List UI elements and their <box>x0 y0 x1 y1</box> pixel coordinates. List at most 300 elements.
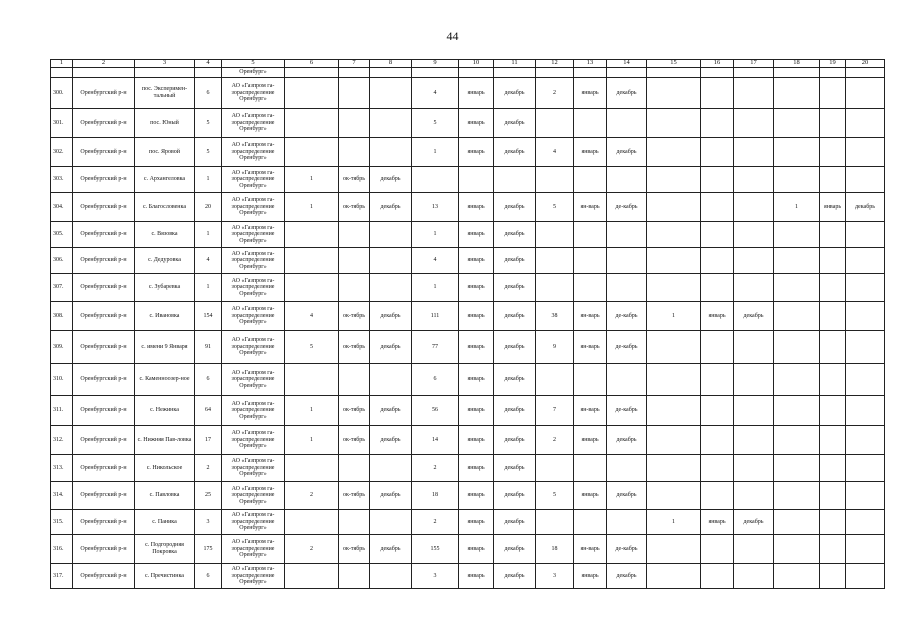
row-number-cell: 308. <box>51 302 73 331</box>
table-cell <box>820 564 846 589</box>
count-cell: 6 <box>195 78 222 109</box>
table-cell <box>607 510 647 535</box>
table-cell: январь <box>459 193 494 222</box>
table-cell: декабрь <box>494 248 536 274</box>
table-cell: 18 <box>412 482 459 510</box>
table-cell <box>701 68 734 78</box>
table-cell <box>820 167 846 193</box>
table-cell <box>370 364 412 396</box>
table-cell <box>412 167 459 193</box>
table-cell: декабрь <box>370 193 412 222</box>
table-cell: январь <box>459 364 494 396</box>
organization-cell: АО «Газпром га-зораспределение Оренбург» <box>222 455 285 482</box>
table-cell: 56 <box>412 396 459 426</box>
count-cell: 64 <box>195 396 222 426</box>
table-cell <box>339 364 370 396</box>
district-cell: Оренбургский р-н <box>73 564 135 589</box>
table-cell <box>339 138 370 167</box>
table-cell <box>701 564 734 589</box>
table-row <box>51 364 885 396</box>
table-cell: декабрь <box>494 78 536 109</box>
table-cell <box>734 535 774 564</box>
table-cell <box>647 222 701 248</box>
count-cell: 6 <box>195 564 222 589</box>
table-cell: декабрь <box>846 193 885 222</box>
settlement-cell: с. Вязовка <box>135 222 195 248</box>
table-cell <box>846 331 885 364</box>
table-cell <box>774 331 820 364</box>
table-cell <box>734 68 774 78</box>
table-cell <box>536 248 574 274</box>
row-number-cell: 314. <box>51 482 73 510</box>
table-cell: 1 <box>412 274 459 302</box>
table-cell <box>774 302 820 331</box>
table-cell <box>285 68 339 78</box>
organization-cell: АО «Газпром га-зораспределение Оренбург» <box>222 396 285 426</box>
table-cell <box>647 331 701 364</box>
settlement-cell: с. Зубаревка <box>135 274 195 302</box>
district-cell: Оренбургский р-н <box>73 331 135 364</box>
table-cell: январь <box>459 455 494 482</box>
count-cell: 4 <box>195 248 222 274</box>
table-cell: декабрь <box>494 109 536 138</box>
table-cell <box>574 510 607 535</box>
table-cell <box>774 274 820 302</box>
organization-cell: АО «Газпром га-зораспределение Оренбург» <box>222 426 285 455</box>
table-cell: 2 <box>412 455 459 482</box>
table-row <box>51 482 885 510</box>
table-cell <box>846 222 885 248</box>
table-cell <box>73 68 135 78</box>
table-cell <box>647 109 701 138</box>
table-cell <box>820 248 846 274</box>
table-cell: 13 <box>412 193 459 222</box>
table-cell <box>574 455 607 482</box>
organization-cell: АО «Газпром га-зораспределение Оренбург» <box>222 364 285 396</box>
table-cell <box>647 535 701 564</box>
table-cell <box>339 274 370 302</box>
table-cell <box>734 331 774 364</box>
district-cell: Оренбургский р-н <box>73 193 135 222</box>
table-cell: декабрь <box>494 564 536 589</box>
table-cell: 1 <box>647 510 701 535</box>
table-cell <box>459 167 494 193</box>
table-cell <box>607 455 647 482</box>
table-cell <box>536 167 574 193</box>
table-cell <box>285 455 339 482</box>
table-row <box>51 193 885 222</box>
count-cell: 5 <box>195 109 222 138</box>
table-cell <box>774 68 820 78</box>
table-cell <box>647 138 701 167</box>
table-cell <box>701 78 734 109</box>
row-number-cell: 304. <box>51 193 73 222</box>
table-row <box>51 274 885 302</box>
column-number-cell: 10 <box>459 60 494 68</box>
table-cell: декабрь <box>370 167 412 193</box>
column-number-row <box>51 60 885 68</box>
table-cell <box>339 222 370 248</box>
table-cell <box>774 535 820 564</box>
table-cell: 5 <box>285 331 339 364</box>
table-cell: 111 <box>412 302 459 331</box>
table-cell <box>647 455 701 482</box>
table-cell: январь <box>574 78 607 109</box>
settlement-cell: пос. Юный <box>135 109 195 138</box>
settlement-cell: с. Нижняя Пав-ловка <box>135 426 195 455</box>
table-cell <box>536 455 574 482</box>
table-cell <box>774 510 820 535</box>
row-number-cell: 302. <box>51 138 73 167</box>
table-cell: декабрь <box>607 78 647 109</box>
page-number: 44 <box>446 29 459 43</box>
table-cell <box>536 274 574 302</box>
table-cell: декабрь <box>370 396 412 426</box>
table-cell <box>774 564 820 589</box>
table-cell: декабрь <box>370 302 412 331</box>
row-number-cell: 303. <box>51 167 73 193</box>
table-cell <box>647 248 701 274</box>
table-cell <box>734 193 774 222</box>
column-number-cell: 2 <box>73 60 135 68</box>
settlement-cell: с. Нежинка <box>135 396 195 426</box>
table-cell <box>701 274 734 302</box>
continuation-row <box>51 68 885 78</box>
table-cell: 6 <box>412 364 459 396</box>
table-cell <box>370 222 412 248</box>
table-cell: декабрь <box>494 510 536 535</box>
table-cell <box>339 68 370 78</box>
table-row <box>51 78 885 109</box>
table-cell <box>285 274 339 302</box>
column-number-cell: 6 <box>285 60 339 68</box>
table-cell <box>370 248 412 274</box>
table-cell: январь <box>574 564 607 589</box>
organization-cell: АО «Газпром га-зораспределение Оренбург» <box>222 482 285 510</box>
table-cell <box>370 109 412 138</box>
table-cell <box>820 138 846 167</box>
district-cell: Оренбургский р-н <box>73 274 135 302</box>
table-cell: декабрь <box>494 274 536 302</box>
table-cell: 4 <box>536 138 574 167</box>
district-cell: Оренбургский р-н <box>73 482 135 510</box>
table-cell <box>339 109 370 138</box>
table-cell: ок-тябрь <box>339 193 370 222</box>
table-cell: де-кабрь <box>607 302 647 331</box>
table-cell: декабрь <box>734 510 774 535</box>
table-cell <box>285 364 339 396</box>
organization-cell: АО «Газпром га-зораспределение Оренбург» <box>222 167 285 193</box>
count-cell: 6 <box>195 364 222 396</box>
table-cell: 1 <box>285 396 339 426</box>
table-cell <box>846 564 885 589</box>
table-cell: январь <box>820 193 846 222</box>
table-cell <box>607 248 647 274</box>
table-cell: 1 <box>285 193 339 222</box>
table-cell: декабрь <box>494 535 536 564</box>
column-number-cell: 1 <box>51 60 73 68</box>
table-cell <box>774 364 820 396</box>
table-cell <box>701 167 734 193</box>
table-cell <box>820 426 846 455</box>
table-cell: январь <box>574 426 607 455</box>
row-number-cell: 306. <box>51 248 73 274</box>
table-cell: декабрь <box>494 482 536 510</box>
table-cell: 2 <box>536 426 574 455</box>
table-cell: 4 <box>412 78 459 109</box>
table-cell <box>339 510 370 535</box>
table-cell <box>574 167 607 193</box>
row-number-cell: 309. <box>51 331 73 364</box>
table-cell: декабрь <box>370 535 412 564</box>
table-cell: де-кабрь <box>607 193 647 222</box>
table-cell <box>607 222 647 248</box>
table-cell <box>195 68 222 78</box>
row-number-cell: 316. <box>51 535 73 564</box>
table-cell <box>370 455 412 482</box>
table-cell <box>734 222 774 248</box>
table-cell <box>846 535 885 564</box>
continuation-text: Оренбург» <box>222 68 285 78</box>
table-cell: 2 <box>412 510 459 535</box>
table-cell: 9 <box>536 331 574 364</box>
table-cell: ян-варь <box>574 535 607 564</box>
table-row <box>51 222 885 248</box>
table-cell <box>734 138 774 167</box>
table-cell: 4 <box>285 302 339 331</box>
table-cell <box>339 564 370 589</box>
gasification-schedule-table <box>50 59 885 589</box>
table-cell: 3 <box>412 564 459 589</box>
row-number-cell: 313. <box>51 455 73 482</box>
table-cell <box>647 193 701 222</box>
settlement-cell: с. Паника <box>135 510 195 535</box>
settlement-cell: с. Павловка <box>135 482 195 510</box>
table-row <box>51 331 885 364</box>
column-number-cell: 16 <box>701 60 734 68</box>
table-row <box>51 426 885 455</box>
table-cell: ок-тябрь <box>339 535 370 564</box>
table-cell: 5 <box>412 109 459 138</box>
table-cell <box>370 138 412 167</box>
table-cell: январь <box>459 109 494 138</box>
district-cell: Оренбургский р-н <box>73 167 135 193</box>
table-cell <box>412 68 459 78</box>
district-cell: Оренбургский р-н <box>73 109 135 138</box>
table-cell <box>774 248 820 274</box>
table-cell <box>339 248 370 274</box>
table-cell <box>647 167 701 193</box>
table-cell <box>734 396 774 426</box>
table-cell: декабрь <box>607 426 647 455</box>
table-cell <box>701 222 734 248</box>
table-cell: 77 <box>412 331 459 364</box>
table-cell: декабрь <box>494 364 536 396</box>
settlement-cell: с. Никольское <box>135 455 195 482</box>
table-cell <box>774 426 820 455</box>
table-cell: ок-тябрь <box>339 482 370 510</box>
count-cell: 91 <box>195 331 222 364</box>
table-cell: декабрь <box>494 302 536 331</box>
table-cell <box>285 248 339 274</box>
table-cell: январь <box>459 78 494 109</box>
organization-cell: АО «Газпром га-зораспределение Оренбург» <box>222 248 285 274</box>
table-cell: декабрь <box>370 482 412 510</box>
table-cell <box>701 426 734 455</box>
table-row <box>51 455 885 482</box>
row-number-cell: 305. <box>51 222 73 248</box>
column-number-cell: 11 <box>494 60 536 68</box>
table-cell <box>734 426 774 455</box>
column-number-cell: 8 <box>370 60 412 68</box>
column-number-cell: 14 <box>607 60 647 68</box>
table-row <box>51 302 885 331</box>
settlement-cell: с. Ивановка <box>135 302 195 331</box>
table-cell: январь <box>459 426 494 455</box>
table-cell <box>285 78 339 109</box>
table-row <box>51 510 885 535</box>
table-cell <box>285 138 339 167</box>
table-row <box>51 109 885 138</box>
table-cell <box>734 274 774 302</box>
table-cell: январь <box>459 564 494 589</box>
table-cell: де-кабрь <box>607 331 647 364</box>
table-cell <box>846 482 885 510</box>
table-cell <box>846 510 885 535</box>
table-cell <box>774 167 820 193</box>
organization-cell: АО «Газпром га-зораспределение Оренбург» <box>222 535 285 564</box>
table-cell <box>339 455 370 482</box>
settlement-cell: с. Благословенка <box>135 193 195 222</box>
table-cell <box>774 482 820 510</box>
organization-cell: АО «Газпром га-зораспределение Оренбург» <box>222 331 285 364</box>
table-cell <box>846 167 885 193</box>
settlement-cell: с. Архангеловка <box>135 167 195 193</box>
column-number-cell: 15 <box>647 60 701 68</box>
settlement-cell: с. Пречистинка <box>135 564 195 589</box>
table-cell: декабрь <box>494 222 536 248</box>
row-number-cell: 317. <box>51 564 73 589</box>
table-cell <box>701 138 734 167</box>
table-cell: декабрь <box>607 138 647 167</box>
table-cell <box>734 364 774 396</box>
column-number-cell: 20 <box>846 60 885 68</box>
table-cell <box>494 68 536 78</box>
table-cell <box>846 396 885 426</box>
table-cell: декабрь <box>370 331 412 364</box>
table-cell <box>647 426 701 455</box>
column-number-cell: 4 <box>195 60 222 68</box>
table-cell <box>607 109 647 138</box>
table-cell <box>536 68 574 78</box>
district-cell: Оренбургский р-н <box>73 78 135 109</box>
settlement-cell: с. Каменноозер-ное <box>135 364 195 396</box>
row-number-cell: 301. <box>51 109 73 138</box>
table-cell <box>647 68 701 78</box>
column-number-cell: 5 <box>222 60 285 68</box>
table-row <box>51 396 885 426</box>
table-cell <box>370 274 412 302</box>
settlement-cell: пос. Яровой <box>135 138 195 167</box>
table-cell: январь <box>701 510 734 535</box>
table-cell: ян-варь <box>574 331 607 364</box>
table-cell <box>820 274 846 302</box>
table-cell <box>701 331 734 364</box>
table-cell <box>774 396 820 426</box>
table-cell <box>734 167 774 193</box>
table-cell: 7 <box>536 396 574 426</box>
table-cell <box>820 302 846 331</box>
row-number-cell: 307. <box>51 274 73 302</box>
table-cell: январь <box>459 535 494 564</box>
organization-cell: АО «Газпром га-зораспределение Оренбург» <box>222 193 285 222</box>
table-cell <box>774 455 820 482</box>
count-cell: 1 <box>195 222 222 248</box>
table-cell <box>846 364 885 396</box>
settlement-cell: с. имени 9 Января <box>135 331 195 364</box>
count-cell: 5 <box>195 138 222 167</box>
district-cell: Оренбургский р-н <box>73 364 135 396</box>
column-number-cell: 7 <box>339 60 370 68</box>
table-cell <box>701 248 734 274</box>
table-cell: январь <box>459 510 494 535</box>
organization-cell: АО «Газпром га-зораспределение Оренбург» <box>222 302 285 331</box>
table-cell <box>820 331 846 364</box>
row-number-cell: 311. <box>51 396 73 426</box>
row-number-cell: 310. <box>51 364 73 396</box>
district-cell: Оренбургский р-н <box>73 302 135 331</box>
table-cell <box>846 426 885 455</box>
settlement-cell: с. Дедуровка <box>135 248 195 274</box>
table-cell <box>734 564 774 589</box>
table-cell: ян-варь <box>574 396 607 426</box>
table-cell <box>701 482 734 510</box>
column-number-cell: 19 <box>820 60 846 68</box>
table-cell: 2 <box>285 535 339 564</box>
table-cell <box>846 274 885 302</box>
table-cell: январь <box>574 138 607 167</box>
organization-cell: АО «Газпром га-зораспределение Оренбург» <box>222 510 285 535</box>
table-cell <box>574 274 607 302</box>
table-cell <box>607 167 647 193</box>
table-cell <box>536 222 574 248</box>
table-cell <box>820 222 846 248</box>
count-cell: 175 <box>195 535 222 564</box>
table-cell: 1 <box>647 302 701 331</box>
table-cell <box>285 564 339 589</box>
table-row <box>51 564 885 589</box>
table-row <box>51 138 885 167</box>
district-cell: Оренбургский р-н <box>73 535 135 564</box>
table-cell <box>734 482 774 510</box>
table-cell: январь <box>459 222 494 248</box>
table-cell <box>846 78 885 109</box>
table-cell <box>734 248 774 274</box>
column-number-cell: 13 <box>574 60 607 68</box>
table-cell <box>820 510 846 535</box>
table-cell <box>701 455 734 482</box>
district-cell: Оренбургский р-н <box>73 396 135 426</box>
table-row <box>51 535 885 564</box>
table-cell: 1 <box>412 222 459 248</box>
table-cell <box>774 78 820 109</box>
table-cell <box>647 274 701 302</box>
table-cell <box>820 455 846 482</box>
table-cell <box>135 68 195 78</box>
column-number-cell: 12 <box>536 60 574 68</box>
table-cell <box>370 78 412 109</box>
table-cell: 2 <box>285 482 339 510</box>
